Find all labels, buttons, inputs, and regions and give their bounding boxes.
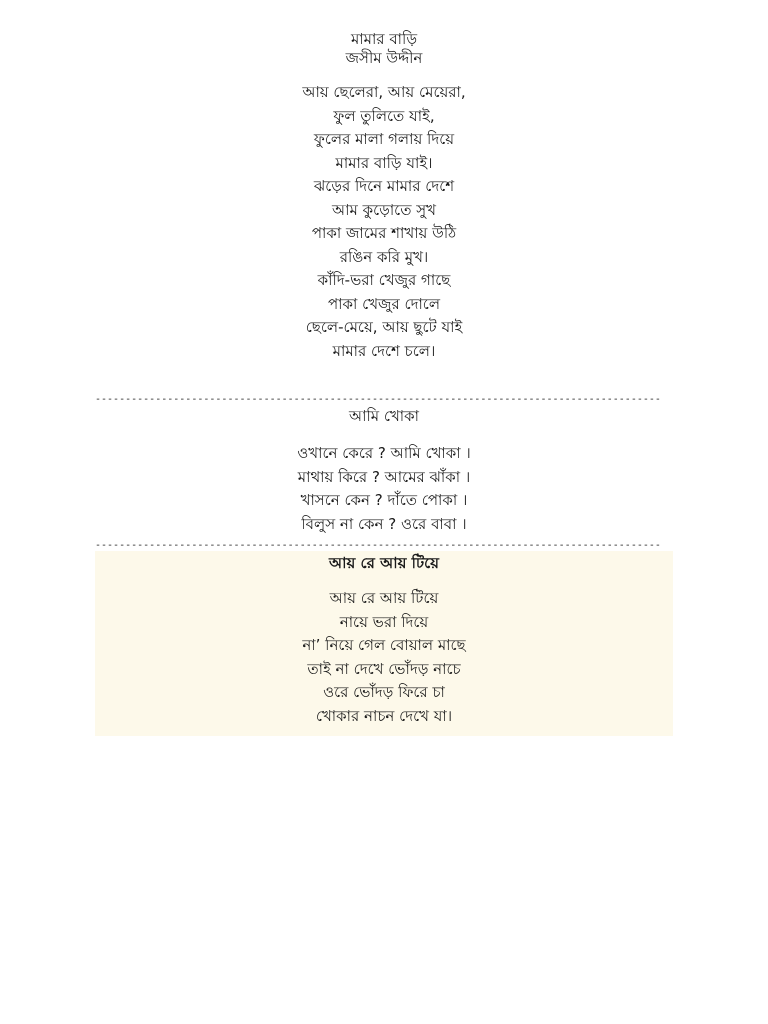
verse-line: ওখানে কেরে ? আমি খোকা । — [297, 444, 471, 462]
verse-line: খোকার নাচন দেখে যা। — [315, 706, 453, 725]
verse-line: রঙিন করি মুখ। — [339, 247, 429, 266]
verse-line: আয় রে আয় টিয়ে — [329, 589, 439, 607]
verse-line: ওরে ভোঁদড় ফিরে চা — [323, 683, 445, 701]
poem-header — [95, 30, 673, 68]
poem-mamar-bari — [95, 30, 673, 363]
verse-line: ফুল তুলিতে যাই, — [333, 106, 435, 125]
verse-line: তাই না দেখে ভোঁদড় নাচে — [307, 659, 461, 678]
poem-author: জসীম উদ্দীন — [345, 49, 423, 67]
verse-line: খাসনে কেন ? দাঁতে পোকা । — [300, 491, 468, 509]
verse-line: বিলুস না কেন ? ওরে বাবা । — [301, 514, 467, 533]
verse-line: পাকা জামের শাখায় উঠি — [311, 224, 457, 242]
verse-line: আম কুড়োতে সুখ — [332, 200, 436, 219]
poem-verse — [95, 587, 673, 728]
verse-line: ঝড়ের দিনে মামার দেশে — [313, 177, 455, 195]
verse-line: আয় ছেলেরা, আয় মেয়েরা, — [302, 83, 466, 101]
verse-line: ফুলের মালা গলায় দিয়ে — [313, 130, 455, 148]
poem-title: আয় রে আয় টিয়ে — [329, 554, 439, 572]
verse-line: পাকা খেজুর দোলে — [327, 294, 441, 313]
verse-line: মাথায় কিরে ? আমের ঝাঁকা । — [297, 467, 471, 486]
poem-aay-re-aay-tiye — [95, 551, 673, 736]
section-divider: ---------------------------------------------------------------------------------------------- — [95, 395, 661, 405]
verse-line: কাঁদি-ভরা খেজুর গাছে — [317, 271, 451, 289]
poem-title: আমি খোকা — [348, 407, 419, 425]
verse-line: মামার বাড়ি যাই। — [335, 153, 433, 172]
poem-verse — [95, 442, 673, 536]
verse-line: মামার দেশে চলে। — [332, 341, 436, 360]
verse-line: না’ নিয়ে গেল বোয়াল মাছে — [302, 636, 466, 654]
document-page — [95, 30, 673, 736]
verse-line: ছেলে-মেয়ে, আয় ছুটে যাই — [305, 318, 463, 336]
poem-verse — [95, 81, 673, 363]
poem-title: মামার বাড়ি — [350, 30, 418, 48]
section-divider: ---------------------------------------------------------------------------------------------- — [95, 541, 661, 551]
poem-ami-khoka — [95, 407, 673, 536]
verse-line: নায়ে ভরা দিয়ে — [339, 612, 429, 631]
